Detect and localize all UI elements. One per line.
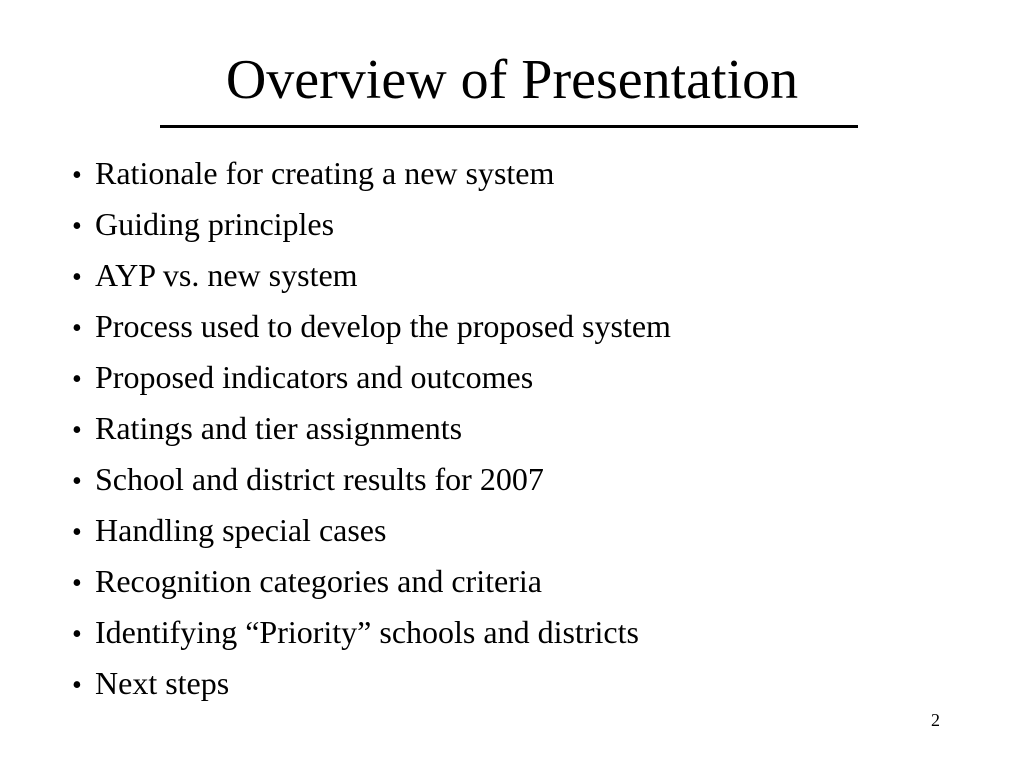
bullet-icon: • — [72, 262, 82, 293]
bullet-icon: • — [72, 517, 82, 548]
bullet-item — [72, 454, 671, 505]
bullet-text: AYP vs. new system — [95, 257, 358, 293]
bullet-text: Rationale for creating a new system — [95, 155, 555, 191]
bullet-item — [72, 505, 671, 556]
bullet-text: Next steps — [95, 665, 230, 701]
bullet-text: Identifying “Priority” schools and districts — [95, 614, 639, 650]
bullet-text: Guiding principles — [95, 206, 335, 242]
bullet-icon: • — [72, 466, 82, 497]
bullet-icon: • — [72, 313, 82, 344]
slide-title: Overview of Presentation — [225, 49, 799, 111]
bullet-icon: • — [72, 415, 82, 446]
bullet-text: Recognition categories and criteria — [95, 563, 542, 599]
bullet-icon: • — [72, 619, 82, 650]
bullet-text: Proposed indicators and outcomes — [95, 359, 534, 395]
bullet-icon: • — [72, 568, 82, 599]
bullet-item — [72, 403, 671, 454]
bullet-item — [72, 556, 671, 607]
bullet-item — [72, 148, 671, 199]
bullet-text: Handling special cases — [95, 512, 387, 548]
bullet-text: School and district results for 2007 — [95, 461, 544, 497]
bullet-item — [72, 301, 671, 352]
bullet-text: Ratings and tier assignments — [95, 410, 463, 446]
bullet-text: Process used to develop the proposed system — [95, 308, 671, 344]
bullet-icon: • — [72, 364, 82, 395]
bullet-item — [72, 250, 671, 301]
bullet-icon: • — [72, 160, 82, 191]
bullet-item — [72, 199, 671, 250]
title-underline — [160, 125, 858, 128]
bullet-item — [72, 658, 671, 709]
bullet-icon: • — [72, 211, 82, 242]
bullet-item — [72, 607, 671, 658]
bullet-list — [72, 148, 671, 709]
bullet-item — [72, 352, 671, 403]
bullet-icon: • — [72, 670, 82, 701]
page-number: 2 — [931, 710, 940, 730]
